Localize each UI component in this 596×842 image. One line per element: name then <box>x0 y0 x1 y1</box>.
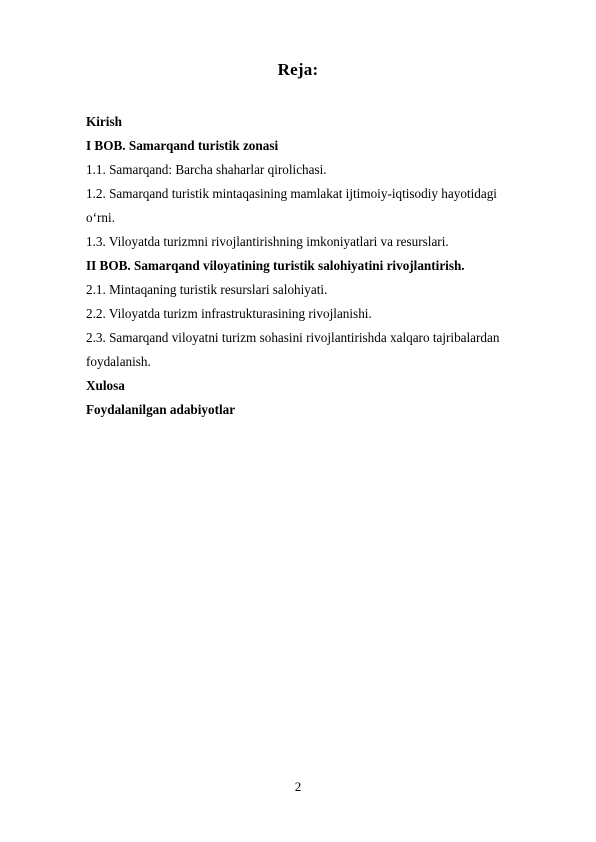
toc-section-1-2: 1.2. Samarqand turistik mintaqasining mamlakat ijtimoiy-iqtisodiy hayotidagi <box>86 186 497 201</box>
page-title: Reja: <box>277 60 319 79</box>
toc-section-2-3: 2.3. Samarqand viloyatni turizm sohasini rivojlantirishda xalqaro tajribalardan <box>86 330 500 345</box>
toc-section-2-2: 2.2. Viloyatda turizm infrastrukturasining rivojlanishi. <box>86 306 372 321</box>
table-of-contents <box>86 110 556 422</box>
toc-item-introduction: Kirish <box>86 114 122 129</box>
toc-section-1-1: 1.1. Samarqand: Barcha shaharlar qirolichasi. <box>86 162 327 177</box>
toc-chapter-2-heading: II BOB. Samarqand viloyatining turistik salohiyatini rivojlantirish. <box>86 258 465 273</box>
toc-chapter-1-heading: I BOB. Samarqand turistik zonasi <box>86 138 279 153</box>
toc-item-references: Foydalanilgan adabiyotlar <box>86 402 236 417</box>
toc-section-1-2-continued: o‘rni. <box>86 210 115 225</box>
toc-section-2-3-continued: foydalanish. <box>86 354 151 369</box>
toc-section-2-1: 2.1. Mintaqaning turistik resurslari salohiyati. <box>86 282 328 297</box>
page-number: 2 <box>294 779 302 794</box>
toc-section-1-3: 1.3. Viloyatda turizmni rivojlantirishning imkoniyatlari va resurslari. <box>86 234 449 249</box>
toc-item-conclusion: Xulosa <box>86 378 125 393</box>
